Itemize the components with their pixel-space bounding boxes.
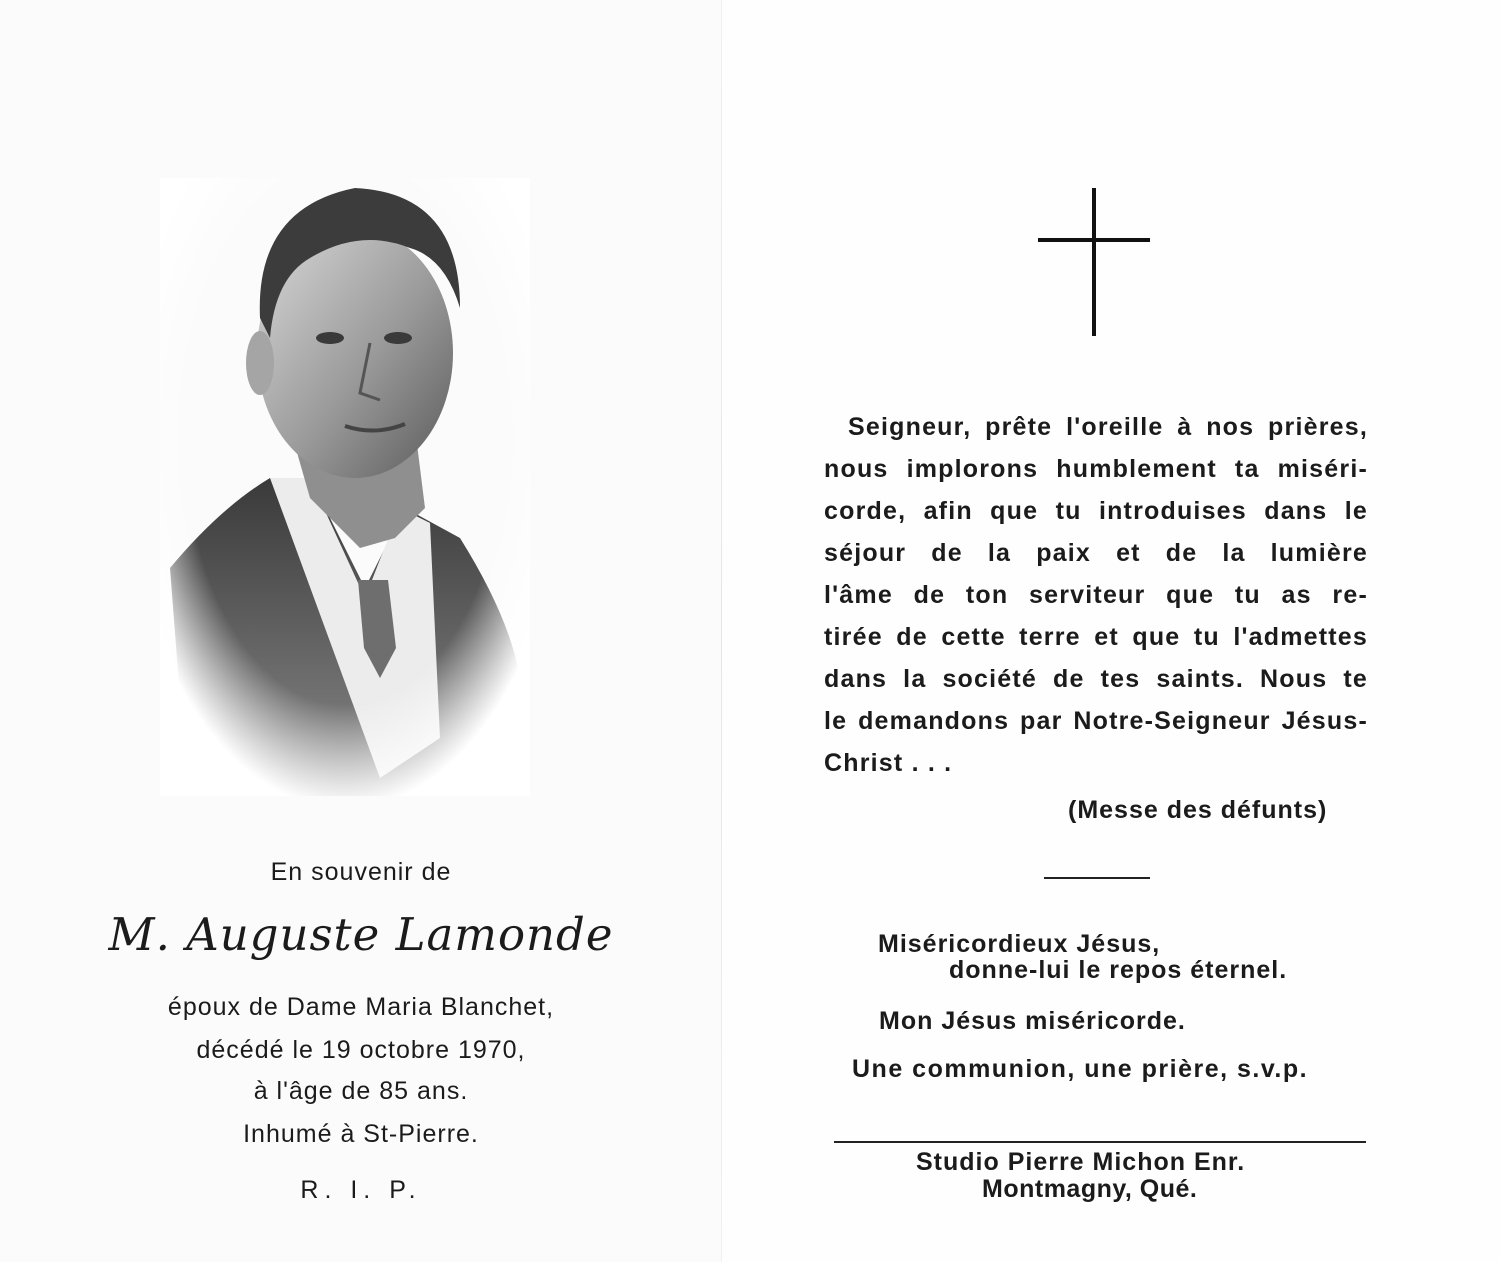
prayer-line: tirée de cette terre et que tu l'admettes xyxy=(824,623,1368,651)
long-divider xyxy=(834,1141,1366,1143)
prayer-request: Une communion, une prière, s.v.p. xyxy=(852,1055,1309,1083)
burial-line: Inhumé à St-Pierre. xyxy=(243,1120,479,1148)
prayer-line: séjour de la paix et de la lumière xyxy=(824,539,1368,567)
short-divider xyxy=(1044,877,1150,879)
prayer-line: l'âme de ton serviteur que tu as re- xyxy=(824,581,1368,609)
prayer-line: Christ . . . xyxy=(824,749,953,777)
prayer-line: Seigneur, prête l'oreille à nos prières, xyxy=(848,413,1368,441)
prayer-text xyxy=(824,406,1368,784)
prayer-line: corde, afin que tu introduises dans le xyxy=(824,497,1368,525)
rip-text: R. I. P. xyxy=(300,1176,422,1204)
invocation-line-2: donne-lui le repos éternel. xyxy=(949,956,1288,984)
in-memory-of-text: En souvenir de xyxy=(270,858,452,886)
prayer-line: dans la société de tes saints. Nous te xyxy=(824,665,1368,693)
age-line: à l'âge de 85 ans. xyxy=(253,1077,469,1105)
prayer-source: (Messe des défunts) xyxy=(1068,796,1328,824)
studio-name: Studio Pierre Michon Enr. xyxy=(916,1148,1246,1176)
death-date-line: décédé le 19 octobre 1970, xyxy=(196,1036,526,1064)
portrait-photo xyxy=(160,178,530,796)
cross-icon xyxy=(1036,188,1152,336)
studio-location: Montmagny, Qué. xyxy=(982,1175,1198,1203)
invocation-line-3: Mon Jésus miséricorde. xyxy=(879,1007,1186,1035)
invocation-line-1: Miséricordieux Jésus, xyxy=(878,930,1161,958)
prayer-line: le demandons par Notre-Seigneur Jésus- xyxy=(824,707,1368,735)
prayer-line: nous implorons humblement ta miséri- xyxy=(824,455,1368,483)
spouse-line: époux de Dame Maria Blanchet, xyxy=(167,993,555,1021)
deceased-name: M. Auguste Lamonde xyxy=(108,908,614,961)
memorial-card-left-panel xyxy=(0,0,722,1262)
